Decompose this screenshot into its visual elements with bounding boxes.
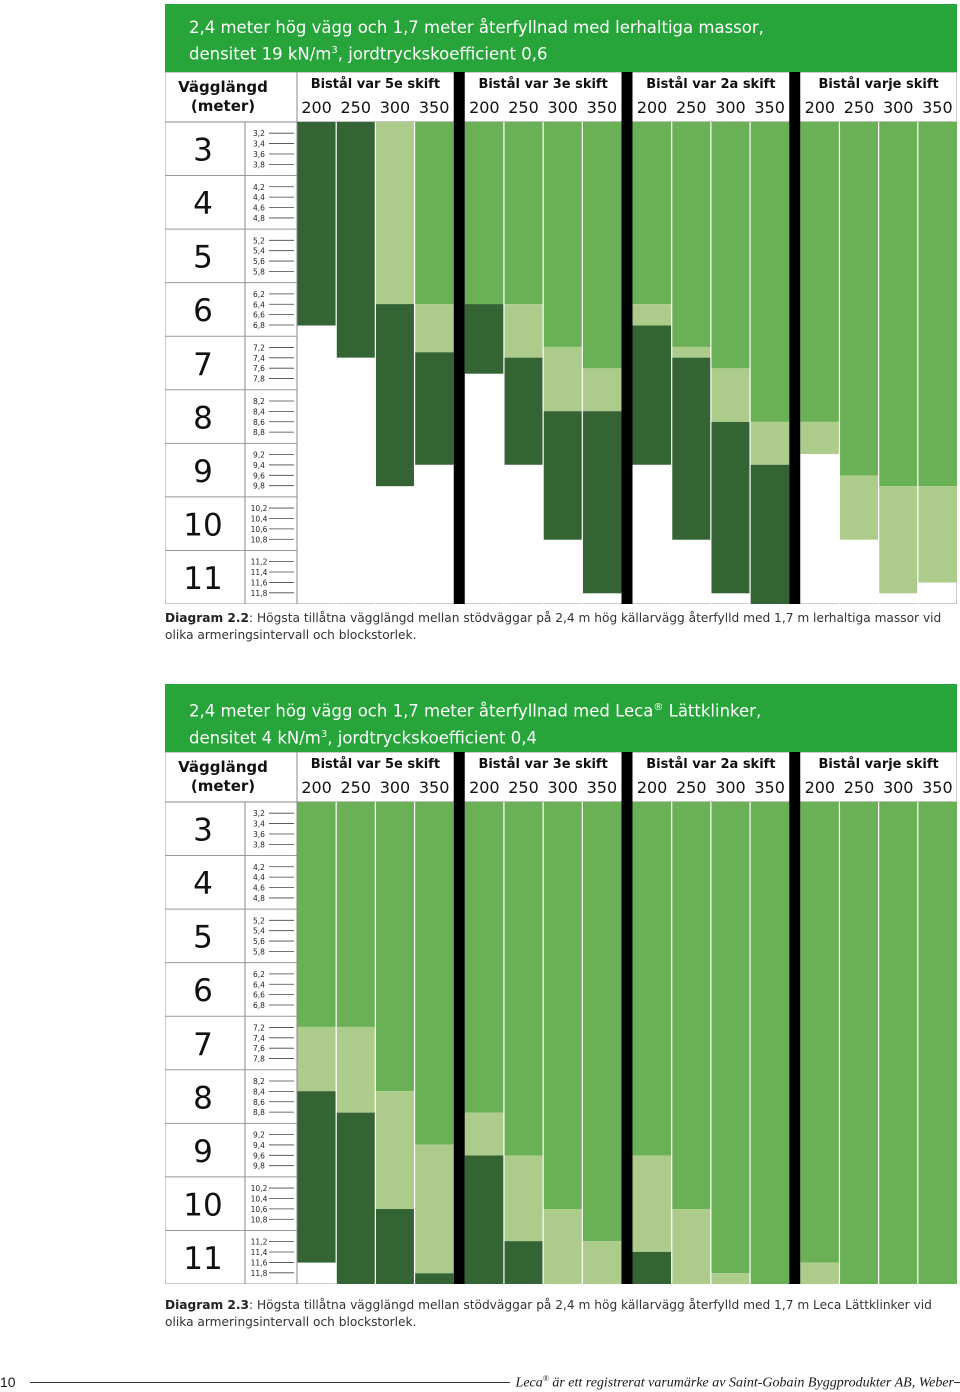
cell-segment-light: [582, 1241, 621, 1284]
cell-segment-mid: [672, 122, 711, 347]
chart-svg: [165, 752, 957, 1284]
block-size-label: 200: [469, 98, 500, 117]
minor-row-label: 6,2: [253, 289, 265, 299]
cell-segment-light: [543, 347, 582, 411]
group-header: Bistål var 3e skift: [478, 757, 608, 772]
cell-segment-mid: [918, 122, 957, 486]
cell-segment-mid: [750, 802, 789, 1284]
major-row-label: 8: [193, 1080, 213, 1117]
minor-row-label: 5,8: [253, 267, 265, 277]
major-row-label: 6: [193, 293, 213, 330]
minor-row-label: 9,4: [253, 1140, 265, 1150]
major-row-label: 10: [183, 507, 223, 544]
cell-segment-light: [672, 347, 711, 358]
cell-segment-mid: [711, 122, 750, 368]
cell-segment-light: [800, 422, 839, 454]
diagram-2-3: [165, 684, 957, 1284]
cell-segment-dark: [543, 411, 582, 540]
minor-row-label: 11,6: [250, 578, 268, 588]
minor-row-label: 7,4: [253, 353, 265, 363]
cell-segment-mid: [750, 122, 789, 422]
minor-row-label: 4,6: [253, 883, 265, 893]
block-size-label: 200: [804, 98, 836, 117]
block-size-label: 200: [636, 98, 668, 117]
minor-row-label: 8,6: [253, 417, 265, 427]
minor-row-label: 10,2: [250, 504, 268, 514]
footer-brand: Leca: [515, 1375, 543, 1391]
minor-row-label: 9,2: [253, 450, 265, 460]
cell-segment-light: [375, 122, 414, 304]
cell-segment-dark: [633, 1252, 672, 1284]
minor-row-label: 7,2: [253, 343, 265, 353]
cell-segment-dark: [336, 122, 375, 358]
block-size-label: 300: [547, 778, 578, 797]
minor-row-label: 6,4: [253, 300, 265, 310]
cell-segment-mid: [543, 802, 582, 1209]
minor-row-label: 7,6: [253, 364, 265, 374]
block-size-label: 250: [843, 778, 875, 797]
caption-2-2: [165, 610, 955, 644]
group-header: Bistål var 2a skift: [646, 77, 776, 92]
title-line-2-suffix: , jordtryckskoefficient 0,6: [337, 44, 548, 64]
cell-segment-light: [415, 304, 454, 352]
title-line-2-text: densitet 4 kN/m: [189, 728, 321, 747]
cell-segment-dark: [297, 1091, 336, 1262]
cell-segment-light: [415, 1145, 454, 1274]
minor-row-label: 4,2: [253, 182, 265, 192]
minor-row-label: 10,6: [250, 524, 268, 534]
cell-segment-mid: [543, 122, 582, 347]
cell-segment-light: [711, 1273, 750, 1284]
block-size-label: 300: [379, 98, 411, 117]
block-size-label: 250: [843, 98, 875, 117]
group-divider: [622, 752, 633, 1284]
diagram-title: [165, 4, 957, 72]
minor-row-label: 9,2: [253, 1130, 265, 1140]
minor-row-label: 3,2: [253, 809, 265, 819]
minor-row-label: 3,6: [253, 149, 265, 159]
group-header: Bistål var 5e skift: [310, 77, 441, 92]
title-line-2: [189, 723, 933, 750]
major-row-label: 9: [193, 453, 213, 490]
cell-segment-light: [800, 1263, 839, 1284]
group-header: Bistål varje skift: [818, 757, 939, 772]
caption-text: : Högsta tillåtna vägglängd mellan stödväggar på 2,4 m hög källarvägg återfylld med 1,7 m lerhaltiga massor vid olika armeringsintervall och blockstorlek.: [165, 611, 942, 642]
title-line-1-suffix: Lättklinker,: [663, 701, 762, 721]
cell-segment-light: [750, 422, 789, 465]
caption-label: Diagram 2.3: [165, 1298, 250, 1312]
minor-row-label: 10,4: [250, 1194, 268, 1204]
cell-segment-light: [504, 1155, 543, 1241]
block-size-label: 350: [922, 98, 953, 117]
cell-segment-mid: [672, 802, 711, 1209]
minor-row-label: 8,4: [253, 1087, 265, 1097]
block-size-label: 350: [586, 98, 618, 117]
cell-segment-light: [633, 1155, 672, 1251]
minor-row-label: 6,6: [253, 990, 265, 1000]
minor-row-label: 11,2: [250, 1237, 268, 1247]
cell-segment-mid: [504, 802, 543, 1155]
group-divider: [789, 72, 800, 604]
cell-segment-dark: [633, 326, 672, 465]
cell-segment-mid: [297, 802, 336, 1027]
minor-row-label: 3,8: [253, 840, 265, 850]
footer-text: [510, 1374, 954, 1392]
minor-row-label: 8,2: [253, 396, 265, 406]
minor-row-label: 6,8: [253, 321, 265, 331]
minor-row-label: 8,2: [253, 1076, 265, 1086]
title-line-1-text: 2,4 meter hög vägg och 1,7 meter återfyllnad med Leca: [189, 701, 654, 721]
title-line-1: 2,4 meter hög vägg och 1,7 meter återfyllnad med lerhaltiga massor,: [189, 18, 764, 37]
cell-segment-light: [672, 1209, 711, 1284]
caption-text: : Högsta tillåtna vägglängd mellan stödväggar på 2,4 m hög källarvägg återfylld med 1,7 m Leca Lättklinker vid olika armeringsintervall och blockstorlek.: [165, 1298, 932, 1329]
title-line-1: [189, 696, 933, 723]
row-header-unit: (meter): [190, 97, 256, 115]
title-line-2-suffix: , jordtryckskoefficient 0,4: [327, 728, 538, 747]
block-size-label: 250: [508, 778, 539, 797]
cell-segment-light: [336, 1027, 375, 1113]
minor-row-label: 11,4: [250, 1248, 268, 1258]
cell-segment-mid: [582, 122, 621, 368]
minor-row-label: 11,8: [250, 588, 268, 598]
minor-row-label: 5,2: [253, 236, 265, 246]
caption-2-3: [165, 1297, 955, 1331]
cell-segment-light: [375, 1091, 414, 1209]
block-size-label: 300: [882, 98, 914, 117]
major-row-label: 5: [193, 919, 213, 956]
cell-segment-mid: [582, 802, 621, 1241]
footer-note: är ett registrerat varumärke av Saint-Gobain Byggprodukter AB, Weber: [548, 1375, 954, 1391]
minor-row-label: 4,8: [253, 893, 265, 903]
cell-segment-mid: [375, 802, 414, 1091]
major-row-label: 3: [193, 812, 213, 849]
block-size-label: 250: [340, 778, 372, 797]
minor-row-label: 8,6: [253, 1097, 265, 1107]
minor-row-label: 10,8: [250, 1215, 268, 1225]
minor-row-label: 7,4: [253, 1033, 265, 1043]
title-line-2-text: densitet 19 kN/m: [189, 44, 332, 64]
block-size-label: 350: [418, 778, 450, 797]
block-size-label: 200: [804, 778, 836, 797]
cell-segment-mid: [918, 802, 957, 1284]
major-row-label: 11: [183, 561, 223, 598]
cell-segment-dark: [582, 411, 621, 593]
cell-segment-mid: [336, 802, 375, 1027]
minor-row-label: 4,8: [253, 213, 265, 223]
minor-row-label: 11,2: [250, 557, 268, 567]
cell-segment-mid: [633, 802, 672, 1155]
major-row-label: 8: [193, 400, 213, 437]
major-row-label: 7: [193, 346, 213, 383]
cell-segment-light: [543, 1209, 582, 1284]
minor-row-label: 4,4: [253, 193, 265, 203]
cell-segment-light: [633, 304, 672, 325]
minor-row-label: 8,8: [253, 428, 265, 438]
cell-segment-light: [504, 304, 543, 358]
cell-segment-light: [582, 368, 621, 411]
cell-segment-dark: [465, 1155, 504, 1284]
block-size-label: 300: [882, 778, 914, 797]
cell-segment-dark: [711, 422, 750, 593]
minor-row-label: 3,2: [253, 129, 265, 139]
block-size-label: 350: [586, 778, 618, 797]
minor-row-label: 4,4: [253, 873, 265, 883]
cell-segment-light: [879, 486, 918, 593]
group-divider: [454, 72, 465, 604]
minor-row-label: 3,4: [253, 819, 265, 829]
minor-row-label: 11,6: [250, 1258, 268, 1268]
minor-row-label: 8,4: [253, 407, 265, 417]
cell-segment-mid: [800, 802, 839, 1263]
block-size-label: 250: [676, 98, 707, 117]
minor-row-label: 5,4: [253, 246, 265, 256]
block-size-label: 200: [636, 778, 668, 797]
minor-row-label: 5,2: [253, 916, 265, 926]
group-header: Bistål var 3e skift: [478, 77, 608, 92]
block-size-label: 350: [418, 98, 450, 117]
block-size-label: 200: [469, 778, 500, 797]
cell-segment-light: [465, 1113, 504, 1156]
row-header-unit: (meter): [190, 777, 256, 795]
page-number: 10: [0, 1374, 16, 1390]
major-row-label: 11: [183, 1241, 223, 1278]
minor-row-label: 3,8: [253, 160, 265, 170]
cell-segment-dark: [297, 122, 336, 326]
minor-row-label: 5,8: [253, 947, 265, 957]
block-size-label: 350: [754, 778, 785, 797]
minor-row-label: 7,2: [253, 1023, 265, 1033]
row-header-label: Vägglängd: [178, 758, 268, 776]
row-header-label: Vägglängd: [178, 78, 268, 96]
minor-row-label: 9,6: [253, 1151, 265, 1161]
block-size-label: 300: [715, 98, 746, 117]
block-size-label: 250: [340, 98, 372, 117]
block-size-label: 300: [547, 98, 578, 117]
registered-mark: ®: [653, 702, 664, 713]
major-row-label: 6: [193, 973, 213, 1010]
cell-segment-mid: [839, 802, 878, 1284]
title-superscript: 3: [331, 45, 338, 56]
minor-row-label: 6,2: [253, 969, 265, 979]
cell-segment-light: [711, 368, 750, 422]
cell-segment-mid: [879, 802, 918, 1284]
minor-row-label: 10,2: [250, 1184, 268, 1194]
title-superscript: 3: [320, 728, 328, 740]
cell-segment-mid: [465, 802, 504, 1113]
minor-row-label: 5,4: [253, 926, 265, 936]
caption-label: Diagram 2.2: [165, 611, 250, 625]
cell-segment-mid: [839, 122, 878, 475]
chart-svg: [165, 72, 957, 604]
minor-row-label: 10,8: [250, 535, 268, 545]
minor-row-label: 8,8: [253, 1108, 265, 1118]
block-size-label: 200: [301, 778, 332, 797]
group-header: Bistål var 2a skift: [646, 757, 776, 772]
footer-reg: ®: [542, 1374, 549, 1383]
group-header: Bistål var 5e skift: [310, 757, 441, 772]
minor-row-label: 6,8: [253, 1001, 265, 1011]
cell-segment-mid: [415, 802, 454, 1145]
block-size-label: 300: [379, 778, 411, 797]
minor-row-label: 9,8: [253, 1161, 265, 1171]
cell-segment-dark: [375, 1209, 414, 1284]
minor-row-label: 4,2: [253, 862, 265, 872]
cell-segment-dark: [336, 1113, 375, 1284]
major-row-label: 4: [193, 186, 213, 223]
major-row-label: 3: [193, 132, 213, 169]
minor-row-label: 11,8: [250, 1268, 268, 1278]
cell-segment-dark: [375, 304, 414, 486]
minor-row-label: 9,8: [253, 481, 265, 491]
group-header: Bistål varje skift: [818, 77, 939, 92]
cell-segment-light: [297, 1027, 336, 1091]
minor-row-label: 6,4: [253, 980, 265, 990]
cell-segment-mid: [504, 122, 543, 304]
cell-segment-mid: [415, 122, 454, 304]
minor-row-label: 7,6: [253, 1044, 265, 1054]
block-size-label: 250: [508, 98, 539, 117]
block-size-label: 200: [301, 98, 332, 117]
major-row-label: 5: [193, 239, 213, 276]
group-divider: [454, 752, 465, 1284]
minor-row-label: 4,6: [253, 203, 265, 213]
minor-row-label: 7,8: [253, 1054, 265, 1064]
minor-row-label: 10,6: [250, 1204, 268, 1214]
minor-row-label: 9,4: [253, 460, 265, 470]
major-row-label: 4: [193, 866, 213, 903]
group-divider: [789, 752, 800, 1284]
major-row-label: 9: [193, 1133, 213, 1170]
minor-row-label: 7,8: [253, 374, 265, 384]
cell-segment-dark: [750, 465, 789, 604]
diagram-2-2: [165, 4, 957, 604]
minor-row-label: 11,4: [250, 568, 268, 578]
minor-row-label: 5,6: [253, 257, 265, 267]
cell-segment-dark: [415, 1273, 454, 1284]
minor-row-label: 3,6: [253, 829, 265, 839]
diagram-title: [165, 684, 957, 752]
cell-segment-mid: [879, 122, 918, 486]
minor-row-label: 6,6: [253, 310, 265, 320]
cell-segment-mid: [633, 122, 672, 304]
cell-segment-dark: [504, 358, 543, 465]
major-row-label: 10: [183, 1187, 223, 1224]
cell-segment-mid: [465, 122, 504, 304]
block-size-label: 350: [754, 98, 785, 117]
cell-segment-light: [839, 475, 878, 539]
minor-row-label: 10,4: [250, 514, 268, 524]
block-size-label: 300: [715, 778, 746, 797]
cell-segment-dark: [672, 358, 711, 540]
minor-row-label: 5,6: [253, 937, 265, 947]
cell-segment-dark: [504, 1241, 543, 1284]
cell-segment-mid: [800, 122, 839, 422]
group-divider: [622, 72, 633, 604]
cell-segment-mid: [711, 802, 750, 1273]
block-size-label: 350: [922, 778, 953, 797]
cell-segment-dark: [465, 304, 504, 374]
minor-row-label: 3,4: [253, 139, 265, 149]
minor-row-label: 9,6: [253, 471, 265, 481]
title-line-2: [189, 39, 933, 66]
cell-segment-dark: [415, 352, 454, 464]
cell-segment-light: [918, 486, 957, 582]
block-size-label: 250: [676, 778, 707, 797]
major-row-label: 7: [193, 1026, 213, 1063]
